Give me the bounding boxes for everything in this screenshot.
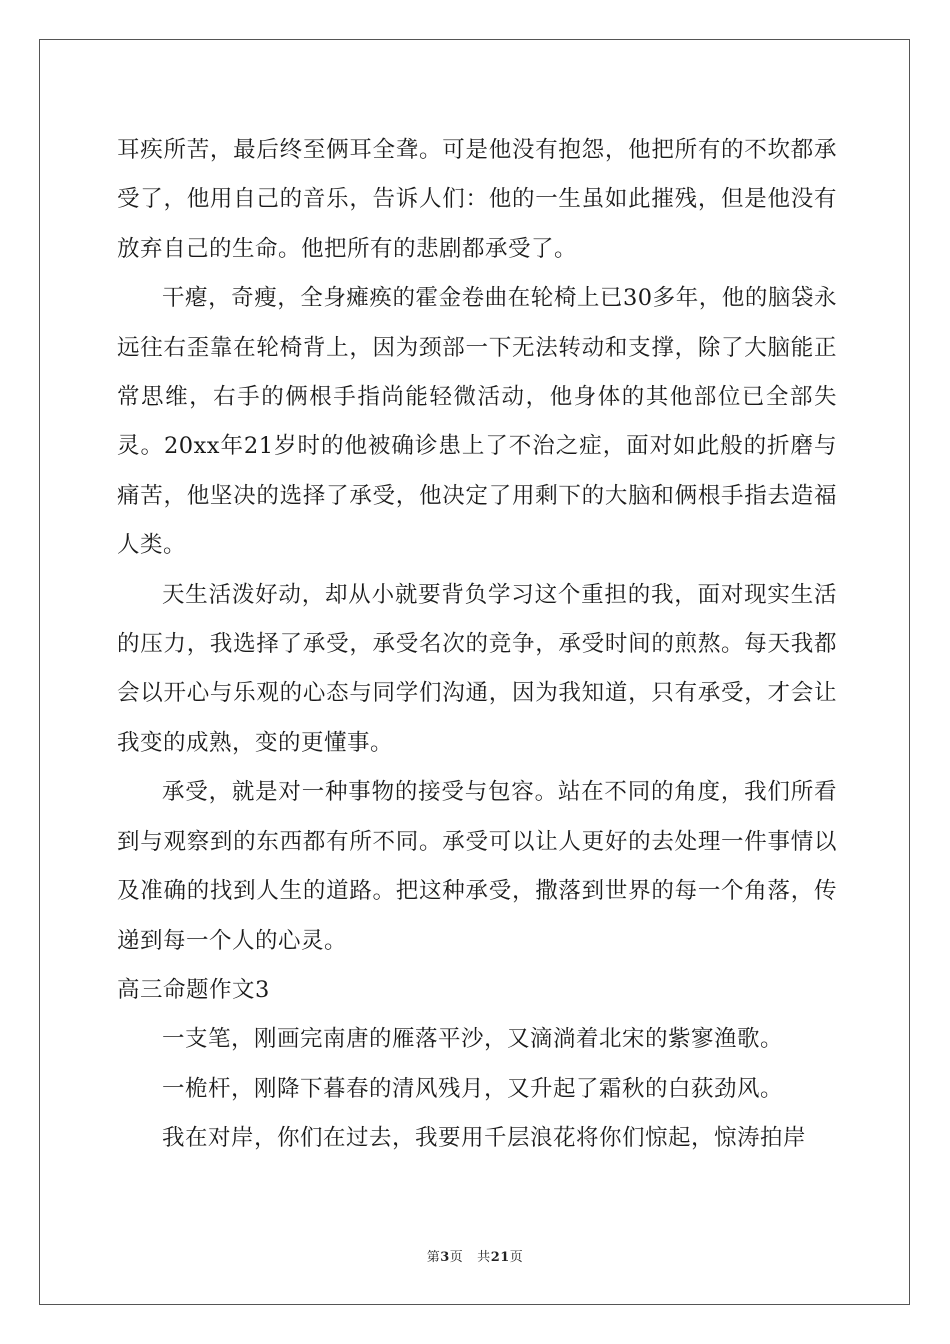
paragraph-4: 承受，就是对一种事物的接受与包容。站在不同的角度，我们所看到与观察到的东西都有所不同。承受可以让人更好的去处理一件事情以及准确的找到人生的道路。把这种承受，撒落到世界的每一个角落，传递到每一个人的心灵。 [117,779,837,954]
section-paragraph-3: 我在对岸，你们在过去，我要用千层浪花将你们惊起，惊涛拍岸 [162,1125,807,1152]
page-footer [0,1246,950,1265]
footer-page-prefix: 第 [426,1250,441,1265]
footer-page-number: 3 [440,1250,450,1265]
footer-total-suffix: 页 [509,1250,524,1265]
paragraph-1: 耳疾所苦，最后终至俩耳全聋。可是他没有抱怨，他把所有的不坎都承受了，他用自己的音乐，告诉人们：他的一生虽如此摧残，但是他没有放弃自己的生命。他把所有的悲剧都承受了。 [117,137,837,262]
section-paragraph-1: 一支笔，刚画完南唐的雁落平沙，又滴淌着北宋的紫寥渔歌。 [162,1026,784,1053]
footer-total-prefix: 共 [477,1250,491,1265]
paragraph-2: 干瘪，奇瘦，全身瘫痪的霍金卷曲在轮椅上已30多年，他的脑袋永远往右歪靠在轮椅背上，因为颈部一下无法转动和支撑，除了大脑能正常思维，右手的俩根手指尚能轻微活动，他身体的其他部位已全部失灵。20xx年21岁时的他被确诊患上了不治之症，面对如此般的折磨与痛苦，他坚决的选择了承受，他决定了用剩下的大脑和俩根手指去造福人类。 [117,285,837,559]
section-heading: 高三命题作文3 [117,976,270,1003]
footer-total-pages: 21 [490,1250,510,1265]
document-body [117,126,837,1164]
section-paragraph-2: 一桅杆，刚降下暮春的清风残月，又升起了霜秋的白荻劲风。 [162,1075,784,1102]
paragraph-3: 天生活泼好动，却从小就要背负学习这个重担的我，面对现实生活的压力，我选择了承受，承受名次的竞争，承受时间的煎熬。每天我都会以开心与乐观的心态与同学们沟通，因为我知道，只有承受，才会让我变的成熟，变的更懂事。 [117,581,837,756]
footer-page-suffix: 页 [449,1250,464,1265]
